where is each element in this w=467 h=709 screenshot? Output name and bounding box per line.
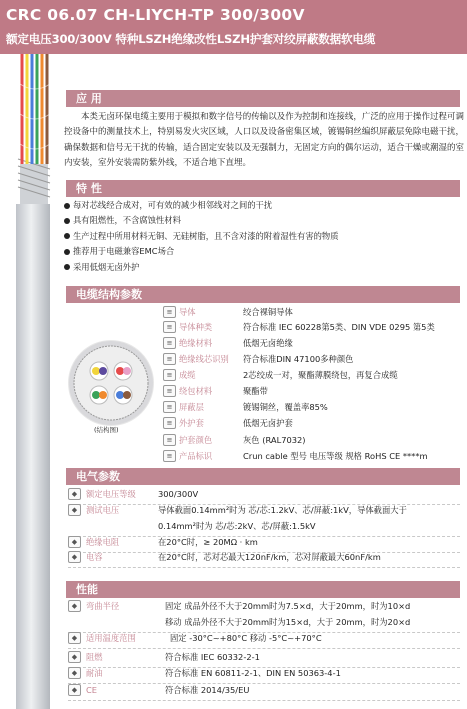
list-item: 具有阻燃性，不含腐蚀性材料	[64, 213, 464, 228]
section-performance: 性能	[66, 581, 460, 598]
features-list	[64, 198, 464, 275]
spec-value: 0.14mm²时为 芯/芯:2kV、芯/屏蔽:1.5kV	[158, 521, 316, 531]
cable-illustration	[0, 54, 56, 709]
spec-label: 绝缘材料	[179, 338, 213, 348]
cabling-icon: ≡	[163, 369, 176, 381]
spec-label: CE	[86, 685, 98, 695]
spec-label: 绕包材料	[179, 386, 213, 396]
spec-value: 固定 -30°C~+80°C 移动 -5°C~+70°C	[170, 633, 322, 643]
list-item: 生产过程中所用材料无铜、无硅树脂，且不含对漆的附着湿性有害的物质	[64, 229, 464, 244]
section-features: 特 性	[66, 180, 460, 197]
spec-value: Crun cable 型号 电压等级 规格 RoHS CE ****m	[243, 451, 428, 461]
spec-label: 绝缘线芯识别	[179, 354, 229, 364]
cross-section-caption: (结构图)	[94, 426, 119, 434]
spec-label: 阻燃	[86, 652, 103, 662]
spec-label: 测试电压	[86, 505, 120, 515]
spec-label: 适用温度范围	[86, 633, 136, 643]
spec-label: 额定电压等级	[86, 489, 136, 499]
resistance-icon: ◆	[68, 536, 81, 548]
insulation-icon: ≡	[163, 337, 176, 349]
spec-label: 电容	[86, 552, 103, 562]
product-title: CRC 06.07 CH-LIYCH-TP 300/300V	[6, 6, 305, 24]
spec-value: 移动 成品外径不大于20mm时为15×d，大于 20mm，时为20×d	[165, 617, 411, 627]
ce-icon: ◆	[68, 684, 81, 696]
spec-value: 在20°C时，芯对芯最大120nF/km，芯对屏蔽最大60nF/km	[158, 552, 381, 562]
spec-value: 低烟无卤绝缘	[243, 338, 293, 348]
row-divider	[68, 700, 460, 701]
shield-icon: ≡	[163, 401, 176, 413]
bullet-icon	[64, 203, 70, 209]
spec-value: 符合标准 EN 60811-2-1、DIN EN 50363-4-1	[165, 668, 341, 678]
color-code-icon: ≡	[163, 353, 176, 365]
section-structure: 电缆结构参数	[66, 286, 460, 303]
marking-icon: ≡	[163, 450, 176, 462]
spec-label: 弯曲半径	[86, 601, 120, 611]
section-application: 应 用	[66, 90, 460, 107]
cross-section-diagram	[68, 340, 154, 426]
list-item: 每对芯线经合成对，可有效的减少相邻线对之间的干扰	[64, 198, 464, 213]
bullet-icon	[64, 249, 70, 255]
spec-value: 符合标准 IEC 60228第5类、DIN VDE 0295 第5类	[243, 322, 435, 332]
spec-value: 低烟无卤护套	[243, 418, 293, 428]
spec-label: 屏蔽层	[179, 402, 204, 412]
spec-value: 绞合裸铜导体	[243, 307, 293, 317]
spec-value: 聚酯带	[243, 386, 268, 396]
conductor-class-icon: ≡	[163, 321, 176, 333]
spec-label: 外护套	[179, 418, 204, 428]
bend-icon: ◆	[68, 600, 81, 612]
wrap-icon: ≡	[163, 385, 176, 397]
spec-label: 产品标识	[179, 451, 213, 461]
spec-label: 导体	[179, 307, 196, 317]
spec-label: 护套颜色	[179, 435, 213, 445]
test-voltage-icon: ◆	[68, 504, 81, 516]
spec-label: 绝缘电阻	[86, 537, 120, 547]
bullet-icon	[64, 233, 70, 239]
application-text: 本类无卤环保电缆主要用于模拟和数字信号的传输以及作为控制和连接线，广泛的应用于操作过程可调控设备中的测量技术上，特别易发火灾区域，人口以及设备密集区域，镀锡铜丝编织屏蔽层免除电磁干扰，确保数据和信号无干扰的传输，适合固定安装以及无强制力，无固定方向的偶尔运动，适合干燥或潮湿的室内安装，室外安装需防紫外线，不适合地下直埋。	[64, 112, 464, 168]
flame-icon: ◆	[68, 651, 81, 663]
spec-value: 2芯绞成一对，聚酯薄膜绕包，再复合成缆	[243, 370, 398, 380]
bullet-icon	[64, 264, 70, 270]
row-divider	[68, 567, 460, 568]
temperature-icon: ◆	[68, 632, 81, 644]
voltage-icon: ◆	[68, 488, 81, 500]
sheath-icon: ≡	[163, 417, 176, 429]
spec-value: 在20°C时，≥ 20MΩ · km	[158, 537, 258, 547]
row-divider	[68, 536, 460, 537]
spec-value: 导体截面0.14mm²时为 芯/芯:1.2kV、芯/屏蔽:1kV，导体截面大于	[158, 505, 407, 515]
spec-value: 符合标准 IEC 60332-2-1	[165, 652, 260, 662]
spec-value: 镀锡铜丝，覆盖率85%	[243, 402, 328, 412]
header-banner	[0, 0, 467, 54]
spec-label: 导体种类	[179, 322, 213, 332]
product-subtitle: 额定电压300/300V 特种LSZH绝缘改性LSZH护套对绞屏蔽数据软电缆	[6, 32, 376, 46]
oil-icon: ◆	[68, 667, 81, 679]
conductor-icon: ≡	[163, 306, 176, 318]
spec-value: 符合标准DIN 47100多种颜色	[243, 354, 354, 364]
section-electrical: 电气参数	[66, 468, 460, 485]
row-divider	[68, 648, 460, 649]
bullet-icon	[64, 218, 70, 224]
list-item: 推荐用于电磁兼容EMC场合	[64, 244, 464, 259]
spec-value: 符合标准 2014/35/EU	[165, 685, 250, 695]
row-divider	[68, 683, 460, 684]
spec-label: 成缆	[179, 370, 196, 380]
spec-label: 耐油	[86, 668, 103, 678]
spec-value: 300/300V	[158, 489, 199, 499]
list-item: 采用低烟无卤外护	[64, 260, 464, 275]
capacitance-icon: ◆	[68, 551, 81, 563]
spec-value: 灰色 (RAL7032)	[243, 435, 306, 445]
spec-value: 固定 成品外径不大于20mm时为7.5×d，大于20mm，时为10×d	[165, 601, 411, 611]
sheath-color-icon: ≡	[163, 434, 176, 446]
